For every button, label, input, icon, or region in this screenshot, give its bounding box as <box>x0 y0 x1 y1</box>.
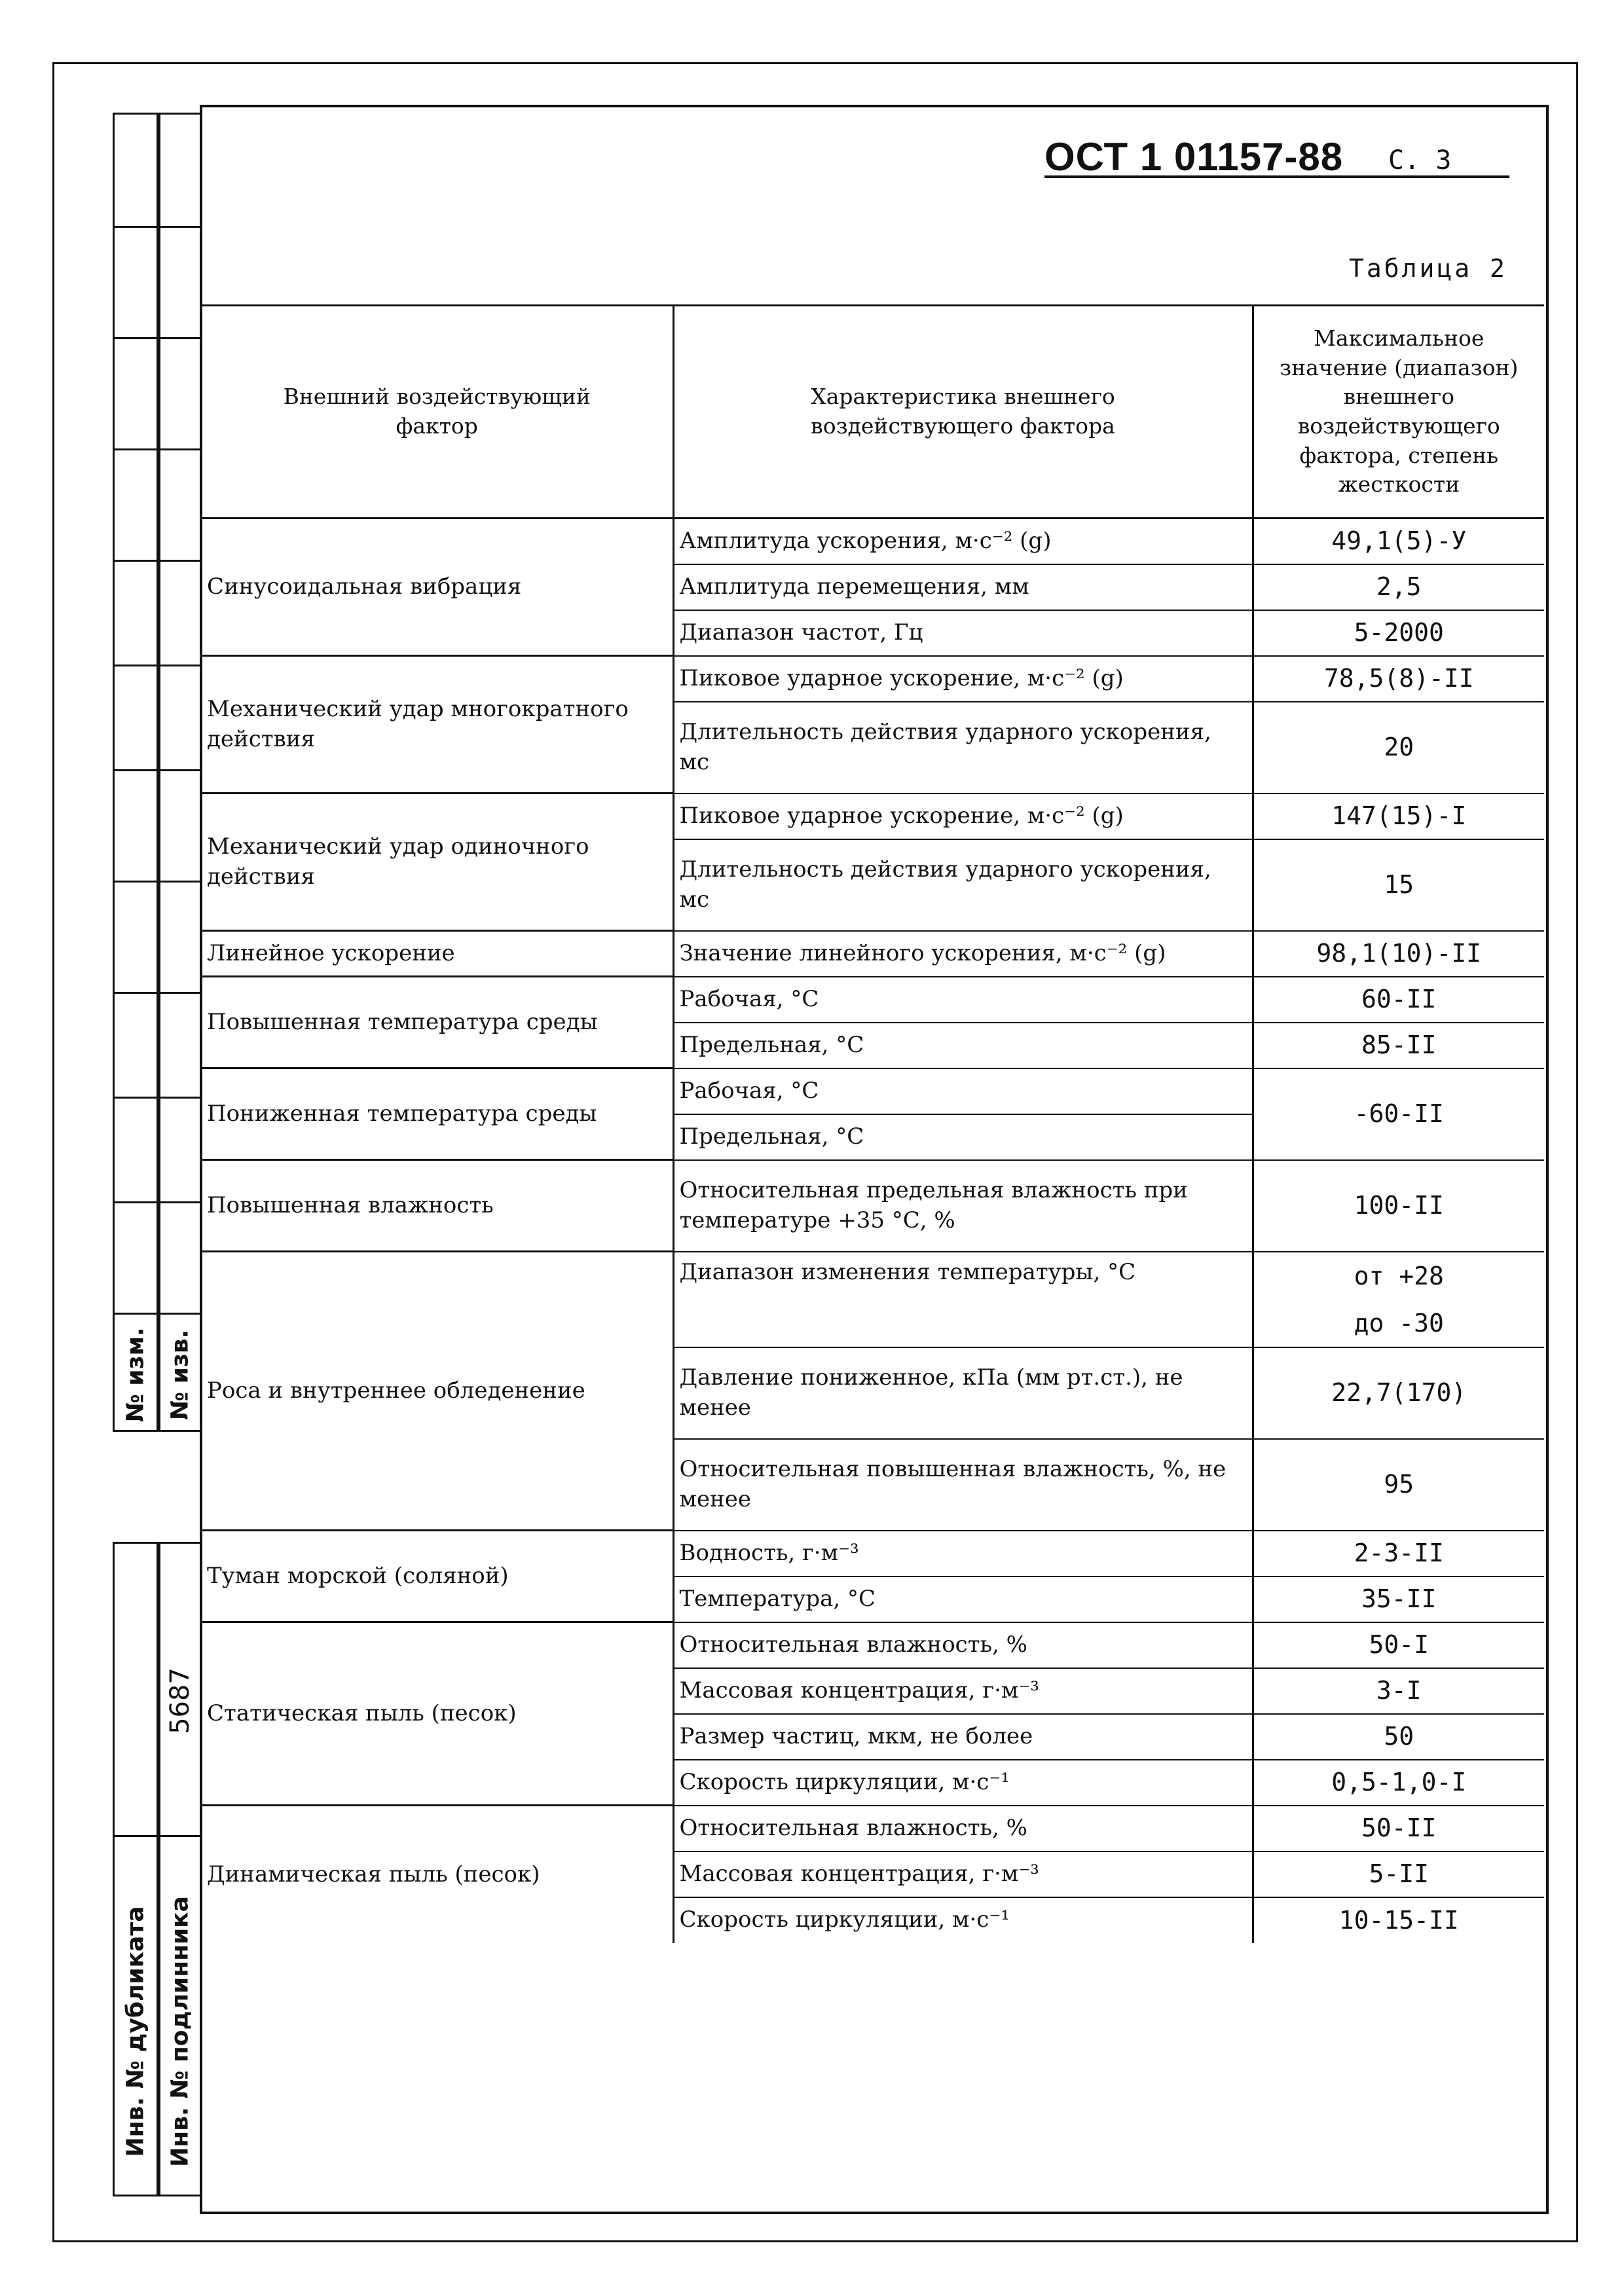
char-cell: Диапазон частот, Гц <box>673 610 1253 656</box>
stamp-strip-change <box>113 113 158 1432</box>
table-row <box>202 656 1544 702</box>
inv-duplicate-label: Инв. № дубликата <box>122 1906 149 2157</box>
value-cell: 5-II <box>1253 1851 1544 1897</box>
value-cell: 5-2000 <box>1253 610 1544 656</box>
value-cell: 95 <box>1253 1439 1544 1531</box>
factor-cell: Синусоидальная вибрация <box>202 519 673 656</box>
table-row <box>202 931 1544 977</box>
char-cell: Амплитуда ускорения, м·с⁻² (g) <box>673 519 1253 564</box>
value-cell: 2-3-II <box>1253 1531 1544 1576</box>
table-row <box>202 977 1544 1023</box>
table-caption: Таблица 2 <box>1349 254 1507 283</box>
value-cell: 50-II <box>1253 1806 1544 1851</box>
table-row <box>202 1806 1544 1851</box>
value-cell: 60-II <box>1253 977 1544 1023</box>
factor-cell: Механический удар одиночного действия <box>202 793 673 931</box>
char-cell: Скорость циркуляции, м·с⁻¹ <box>673 1760 1253 1806</box>
value-cell: 147(15)-I <box>1253 793 1544 839</box>
char-cell: Рабочая, °С <box>673 977 1253 1023</box>
value-cell: 3-I <box>1253 1668 1544 1714</box>
table-row <box>202 519 1544 564</box>
value-cell: 35-II <box>1253 1576 1544 1622</box>
char-cell: Пиковое ударное ускорение, м·с⁻² (g) <box>673 793 1253 839</box>
char-cell: Массовая концентрация, г·м⁻³ <box>673 1851 1253 1897</box>
char-cell: Скорость циркуляции, м·с⁻¹ <box>673 1897 1253 1943</box>
column-header-characteristic: Характеристика внешнего воздействующего фактора <box>673 306 1253 519</box>
table-header-row <box>202 306 1544 519</box>
document-code: ОСТ 1 01157-88 <box>1044 135 1344 179</box>
inv-number: 5687 <box>165 1667 195 1734</box>
char-cell: Размер частиц, мкм, не более <box>673 1714 1253 1760</box>
value-cell: -60-II <box>1253 1068 1544 1160</box>
char-cell: Рабочая, °С <box>673 1068 1253 1114</box>
header-underline <box>1044 175 1509 178</box>
value-cell: 2,5 <box>1253 564 1544 610</box>
char-cell: Относительная влажность, % <box>673 1806 1253 1851</box>
value-cell: 50 <box>1253 1714 1544 1760</box>
notice-no-label: № изв. <box>166 1329 194 1421</box>
factor-cell: Пониженная температура среды <box>202 1068 673 1160</box>
value-cell: 10-15-II <box>1338 1905 1459 1935</box>
stamp-strip-notice <box>158 113 202 1432</box>
factor-cell: Повышенная температура среды <box>202 977 673 1068</box>
table-row <box>202 1160 1544 1252</box>
stamp-strip-original <box>158 1542 202 2196</box>
factor-cell: Роса и внутреннее обледенение <box>202 1252 673 1531</box>
value-cell: 100-II <box>1253 1160 1544 1252</box>
char-cell: Относительная влажность, % <box>673 1622 1253 1668</box>
value-cell: 20 <box>1253 702 1544 793</box>
char-cell: Относительная повышенная влажность, %, не менее <box>673 1439 1253 1531</box>
char-cell: Диапазон изменения температуры, °С <box>673 1252 1253 1347</box>
factor-cell: Линейное ускорение <box>202 931 673 977</box>
char-cell: Водность, г·м⁻³ <box>673 1531 1253 1576</box>
spec-table <box>202 304 1544 1943</box>
stamp-strip-duplicate <box>113 1542 158 2196</box>
column-header-value: Максимальное значение (диапазон) внешнего воздействующего фактора, степень жесткости <box>1253 306 1544 519</box>
char-cell: Длительность действия ударного ускорения, мс <box>673 702 1253 793</box>
char-cell: Амплитуда перемещения, мм <box>673 564 1253 610</box>
value-cell: 49,1(5)-У <box>1253 519 1544 564</box>
value-cell: 22,7(170) <box>1253 1347 1544 1439</box>
inv-original-label: Инв. № подлинника <box>166 1896 194 2167</box>
change-no-label: № изм. <box>122 1327 149 1423</box>
factor-cell: Статическая пыль (песок) <box>202 1622 673 1806</box>
table-row <box>202 1068 1544 1114</box>
column-header-factor: Внешний воздействующий фактор <box>202 306 673 519</box>
char-cell: Значение линейного ускорения, м·с⁻² (g) <box>673 931 1253 977</box>
value-cell: 98,1(10)-II <box>1253 931 1544 977</box>
table-row <box>202 793 1544 839</box>
table-row <box>202 1622 1544 1668</box>
char-cell: Предельная, °С <box>673 1023 1253 1068</box>
char-cell: Пиковое ударное ускорение, м·с⁻² (g) <box>673 656 1253 702</box>
factor-cell: Повышенная влажность <box>202 1160 673 1252</box>
char-cell: Массовая концентрация, г·м⁻³ <box>673 1668 1253 1714</box>
factor-cell: Туман морской (соляной) <box>202 1531 673 1622</box>
factor-cell: Динамическая пыль (песок) <box>202 1806 673 1943</box>
char-cell: Предельная, °С <box>673 1114 1253 1160</box>
table-row <box>202 1531 1544 1576</box>
char-cell: Температура, °С <box>673 1576 1253 1622</box>
value-cell: 78,5(8)-II <box>1253 656 1544 702</box>
char-cell: Длительность действия ударного ускорения, мс <box>673 839 1253 931</box>
table-row <box>202 1252 1544 1347</box>
factor-cell: Механический удар многократного действия <box>202 656 673 793</box>
char-cell: Относительная предельная влажность при температуре +35 °С, % <box>673 1160 1253 1252</box>
value-cell: 50-I <box>1253 1622 1544 1668</box>
char-cell: Давление пониженное, кПа (мм рт.ст.), не менее <box>673 1347 1253 1439</box>
value-cell: 85-II <box>1253 1023 1544 1068</box>
value-cell: 15 <box>1253 839 1544 931</box>
value-cell: от +28 до -30 <box>1253 1252 1544 1347</box>
value-cell: 0,5-1,0-I <box>1253 1760 1544 1806</box>
page-number: С. 3 <box>1388 145 1452 175</box>
